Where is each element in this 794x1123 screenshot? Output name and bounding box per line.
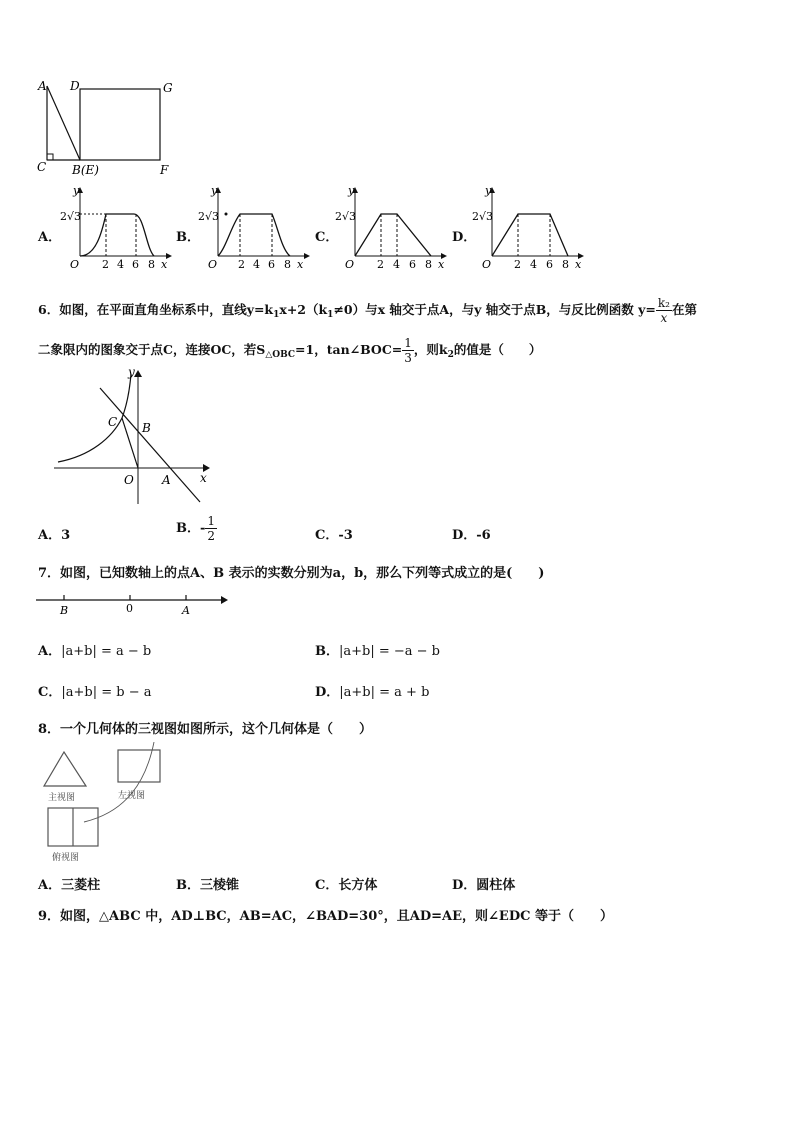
q6-text-g: ，则k [413, 342, 448, 357]
origin: O [345, 258, 355, 271]
x-label: x [575, 258, 582, 271]
x-label: x [438, 258, 445, 271]
q5-graph-d [472, 184, 590, 272]
label-x: x [200, 471, 207, 485]
q6-fraction-tan [402, 336, 414, 365]
label-D: D [70, 79, 80, 93]
q7-option-c[interactable]: C．|a+b| = b − a [38, 685, 152, 700]
value-label: 2√3 [60, 210, 82, 223]
label-G: G [163, 81, 173, 95]
q8-option-d[interactable]: D．圆柱体 [452, 878, 516, 893]
q8-option-b[interactable]: B．三棱锥 [176, 878, 240, 893]
tick-2: 2 [238, 258, 245, 271]
q5-option-c-letter: C． [315, 230, 339, 245]
label-A: A [162, 473, 171, 487]
label-B: B [142, 421, 151, 435]
tick-4: 4 [393, 258, 400, 271]
point-0: 0 [126, 602, 133, 615]
q6-option-b-fraction: $\frac{1}{2}$ [207, 514, 216, 543]
q6-sub-obc: △OBC [265, 350, 296, 360]
label-F: F [160, 163, 169, 176]
q5-option-d-letter: D． [452, 230, 477, 245]
y-label: y [73, 184, 80, 197]
top-view-label: 俯视图 [52, 853, 80, 863]
q6-text-c: ≠0）与x 轴交于点A，与y 轴交于点B，与反比例函数 y= [333, 302, 656, 317]
top-figure [30, 76, 180, 176]
q5-graph-b [198, 184, 316, 272]
frac-num: 1 [404, 336, 412, 350]
q7-stem: 7．如图，已知数轴上的点A、B 表示的实数分别为a，b，那么下列等式成立的是( ) [38, 566, 545, 581]
q6-graph [50, 364, 220, 510]
q6-option-c[interactable]: C．-3 [315, 528, 353, 543]
q6-text-h: 的值是（ ） [453, 342, 542, 357]
tick-2: 2 [102, 258, 109, 271]
q6-fraction-k2-x [656, 296, 672, 325]
label-A: A [38, 79, 47, 93]
q6-sub-2: 2 [447, 350, 454, 360]
q5-option-a-letter: A． [38, 230, 62, 245]
q5-graph-c [335, 184, 453, 272]
tick-4: 4 [530, 258, 537, 271]
q6-stem-line1 [38, 296, 697, 325]
q6-option-b[interactable]: B．- $\frac{1}{2}$ [176, 514, 216, 543]
frac-num: k₂ [657, 296, 670, 310]
tick-6: 6 [268, 258, 275, 271]
q6-option-d[interactable]: D．-6 [452, 528, 491, 543]
tick-6: 6 [409, 258, 416, 271]
frac-den: 3 [404, 351, 412, 365]
y-label: y [348, 184, 355, 197]
tick-2: 2 [377, 258, 384, 271]
label-C: C [37, 160, 47, 174]
q8-stem: 8．一个几何体的三视图如图所示，这个几何体是（ ） [38, 722, 373, 737]
label-BE: B(E) [72, 163, 99, 176]
origin: O [70, 258, 80, 271]
frac-den: x [660, 311, 668, 325]
origin: O [482, 258, 492, 271]
q6-stem-line2 [38, 336, 541, 365]
label-O: O [124, 473, 134, 487]
q6-text-a: 6．如图，在平面直角坐标系中，直线y=k [38, 302, 274, 317]
q5-graph-a [60, 184, 178, 272]
q6-option-a[interactable]: A．3 [38, 528, 71, 543]
tick-2: 2 [514, 258, 521, 271]
tick-6: 6 [132, 258, 139, 271]
q8-three-views [36, 742, 176, 866]
tick-4: 4 [117, 258, 124, 271]
tick-8: 8 [284, 258, 291, 271]
q7-option-a[interactable]: A．|a+b| = a − b [38, 644, 152, 659]
y-label: y [485, 184, 492, 197]
value-label: 2√3 [472, 210, 494, 223]
point-B: B [60, 604, 69, 617]
q8-option-a[interactable]: A．三菱柱 [38, 878, 101, 893]
y-label: y [211, 184, 218, 197]
value-label: 2√3 [198, 210, 220, 223]
q5-option-b-letter: B． [176, 230, 200, 245]
label-y: y [128, 365, 135, 379]
tick-6: 6 [546, 258, 553, 271]
q6-text-b: x+2（k [279, 302, 328, 317]
q7-option-d[interactable]: D．|a+b| = a + b [315, 685, 430, 700]
origin: O [208, 258, 218, 271]
label-C: C [108, 415, 118, 429]
q6-text-f: =1，tan∠BOC= [295, 342, 403, 357]
tick-4: 4 [253, 258, 260, 271]
tick-8: 8 [425, 258, 432, 271]
tick-8: 8 [562, 258, 569, 271]
point-A: A [182, 604, 190, 617]
left-view-label: 左视图 [118, 791, 146, 801]
value-label: 2√3 [335, 210, 357, 223]
q6-sub-1: 1 [273, 310, 280, 320]
q7-number-line [34, 590, 234, 620]
q6-text-e: 二象限内的图象交于点C，连接OC，若S [38, 342, 266, 357]
front-view-label: 主视图 [48, 793, 76, 803]
q8-option-c[interactable]: C．长方体 [315, 878, 378, 893]
q7-option-b[interactable]: B．|a+b| = −a − b [315, 644, 441, 659]
q6-sub-1b: 1 [327, 310, 334, 320]
x-label: x [297, 258, 304, 271]
x-label: x [161, 258, 168, 271]
tick-8: 8 [148, 258, 155, 271]
q6-text-d: 在第 [671, 302, 697, 317]
q9-stem: 9．如图，△ABC 中，AD⊥BC，AB=AC，∠BAD=30°，且AD=AE，则∠EDC 等于（ ） [38, 909, 613, 924]
